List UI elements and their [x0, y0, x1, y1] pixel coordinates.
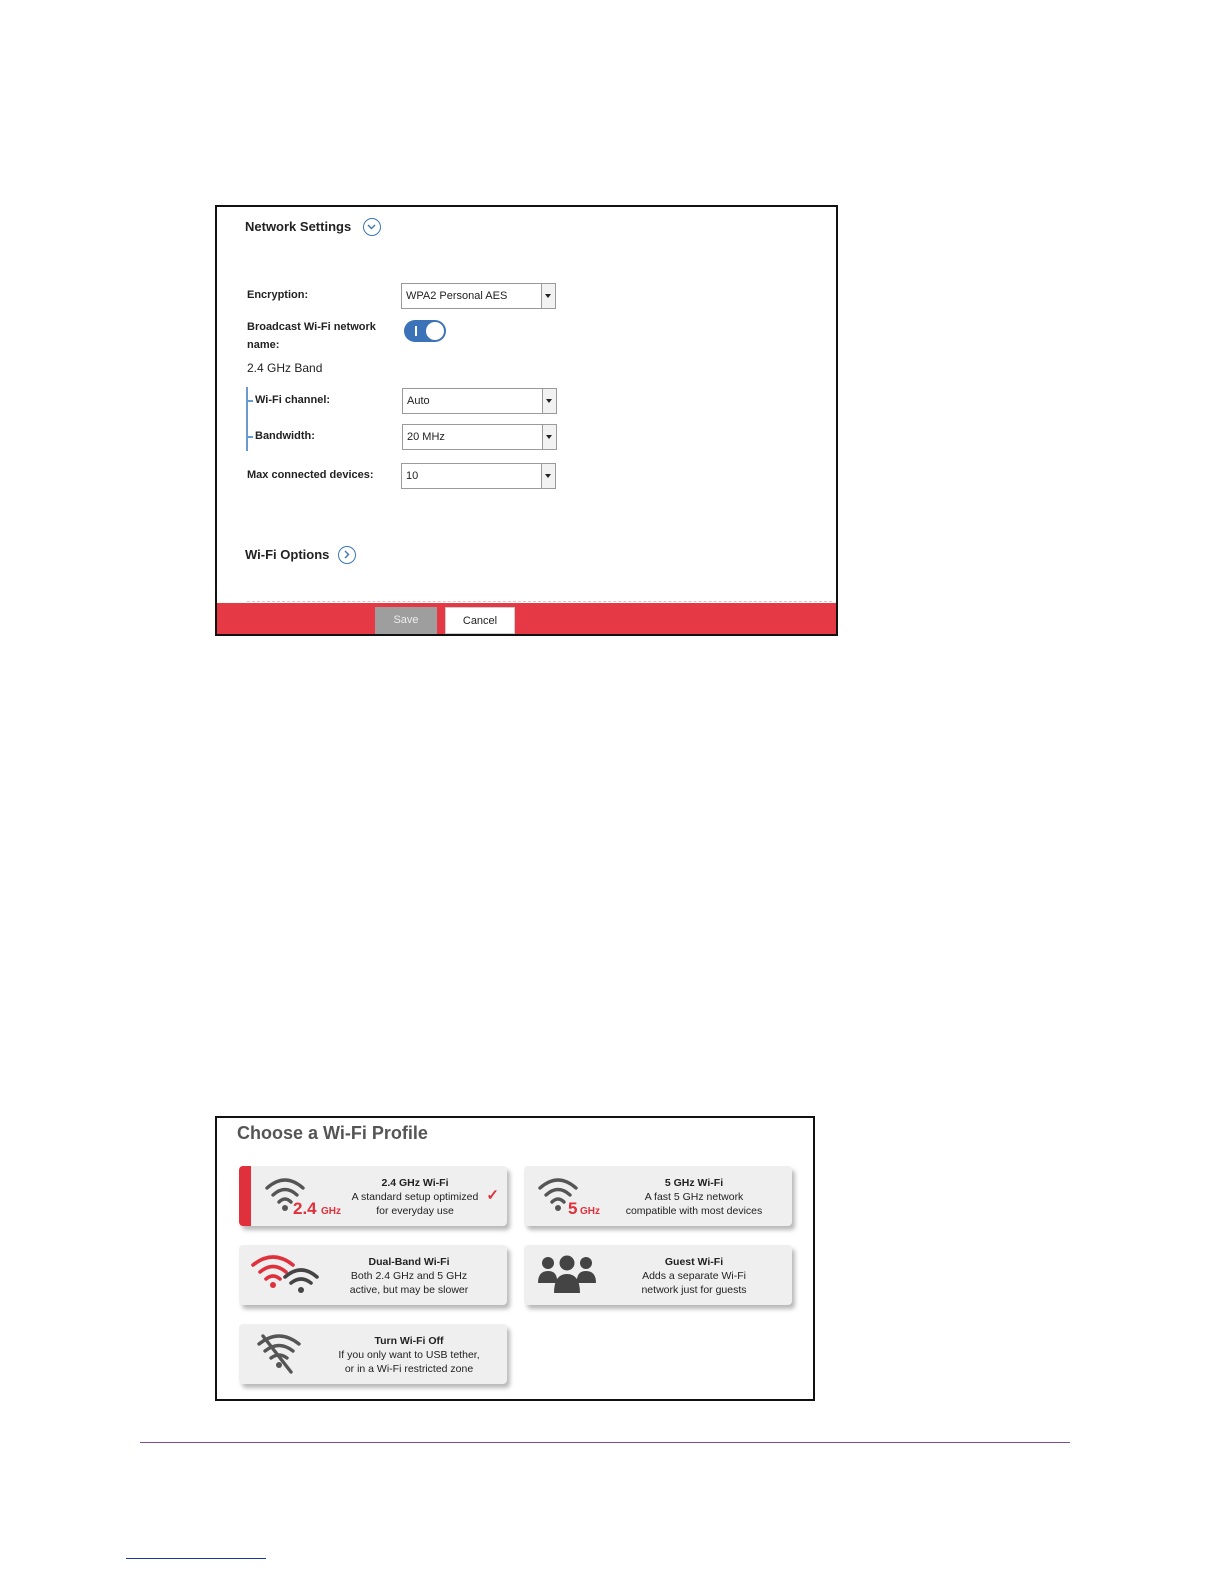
selected-check-icon: ✓	[486, 1187, 499, 1204]
profile-card-5ghz[interactable]	[524, 1166, 792, 1226]
dropdown-arrow-icon	[542, 425, 556, 449]
dropdown-arrow-icon	[541, 284, 555, 308]
profile-card-2-4ghz[interactable]	[239, 1166, 507, 1226]
toggle-knob	[426, 322, 444, 340]
encryption-select[interactable]	[401, 283, 556, 309]
badge-unit: GHz	[580, 1206, 600, 1217]
max-devices-select[interactable]	[401, 463, 556, 489]
save-button[interactable]: Save	[375, 607, 437, 634]
band-group-line	[246, 387, 248, 451]
card-text	[614, 1176, 774, 1218]
action-bar	[217, 603, 836, 634]
wifi-5ghz-icon	[536, 1174, 616, 1218]
dropdown-arrow-icon	[542, 389, 556, 413]
profile-card-guest[interactable]	[524, 1245, 792, 1305]
card-line1: Adds a separate Wi-Fi	[642, 1270, 746, 1282]
broadcast-label	[247, 318, 376, 354]
badge-unit: GHz	[321, 1206, 341, 1217]
card-title: 2.4 GHz Wi-Fi	[381, 1177, 449, 1189]
broadcast-toggle[interactable]	[404, 320, 446, 342]
broadcast-label-line1: Broadcast Wi-Fi network	[247, 321, 376, 333]
badge-number: 2.4	[293, 1199, 317, 1218]
network-settings-panel	[215, 205, 838, 636]
card-title: Turn Wi-Fi Off	[374, 1335, 444, 1347]
cancel-button[interactable]: Cancel	[445, 607, 515, 634]
card-line1: If you only want to USB tether,	[338, 1349, 480, 1361]
wifi-options-heading[interactable]: Wi-Fi Options	[245, 547, 330, 562]
network-settings-heading: Network Settings	[245, 219, 352, 234]
channel-value: Auto	[407, 395, 430, 407]
band-label: 2.4 GHz Band	[247, 361, 323, 375]
card-line2: for everyday use	[376, 1205, 454, 1217]
card-text	[341, 1176, 489, 1218]
max-devices-value: 10	[406, 470, 419, 482]
dropdown-arrow-icon	[541, 464, 555, 488]
wifi-profile-panel	[215, 1116, 815, 1401]
bandwidth-label: Bandwidth:	[255, 430, 315, 442]
band-group-tick	[248, 400, 253, 402]
card-text	[614, 1255, 774, 1297]
broadcast-label-line2: name:	[247, 339, 280, 351]
collapse-chevron-icon[interactable]	[363, 218, 381, 236]
divider	[247, 601, 832, 602]
expand-chevron-icon[interactable]	[338, 546, 356, 564]
card-text	[329, 1255, 489, 1297]
encryption-value: WPA2 Personal AES	[406, 290, 508, 302]
profile-card-wifi-off[interactable]	[239, 1324, 507, 1384]
card-line1: A standard setup optimized	[351, 1191, 479, 1203]
band-group-tick	[248, 436, 253, 438]
card-line2: active, but may be slower	[349, 1284, 469, 1296]
badge-number: 5	[568, 1199, 578, 1218]
profile-card-dual-band[interactable]	[239, 1245, 507, 1305]
card-line1: Both 2.4 GHz and 5 GHz	[350, 1270, 468, 1282]
dual-wifi-icon	[251, 1253, 331, 1297]
bandwidth-value: 20 MHz	[407, 431, 445, 443]
card-text	[329, 1334, 489, 1376]
card-line2: network just for guests	[641, 1284, 747, 1296]
card-title: Dual-Band Wi-Fi	[368, 1256, 450, 1268]
wifi-2-4ghz-icon	[263, 1174, 343, 1218]
card-line1: A fast 5 GHz network	[644, 1191, 744, 1203]
channel-select[interactable]	[402, 388, 557, 414]
wifi-profile-title: Choose a Wi-Fi Profile	[237, 1123, 428, 1143]
bandwidth-select[interactable]	[402, 424, 557, 450]
card-title: Guest Wi-Fi	[664, 1256, 724, 1268]
footer-link-underline	[126, 1558, 266, 1559]
max-devices-label: Max connected devices:	[247, 469, 374, 481]
card-line2: compatible with most devices	[625, 1205, 763, 1217]
toggle-on-mark	[415, 326, 417, 336]
channel-label: Wi-Fi channel:	[255, 394, 331, 406]
encryption-label: Encryption:	[247, 289, 309, 301]
card-title: 5 GHz Wi-Fi	[664, 1177, 724, 1189]
footer-rule	[140, 1442, 1070, 1443]
wifi-off-icon	[251, 1332, 331, 1376]
card-line2: or in a Wi-Fi restricted zone	[344, 1363, 474, 1375]
people-icon	[536, 1253, 616, 1297]
